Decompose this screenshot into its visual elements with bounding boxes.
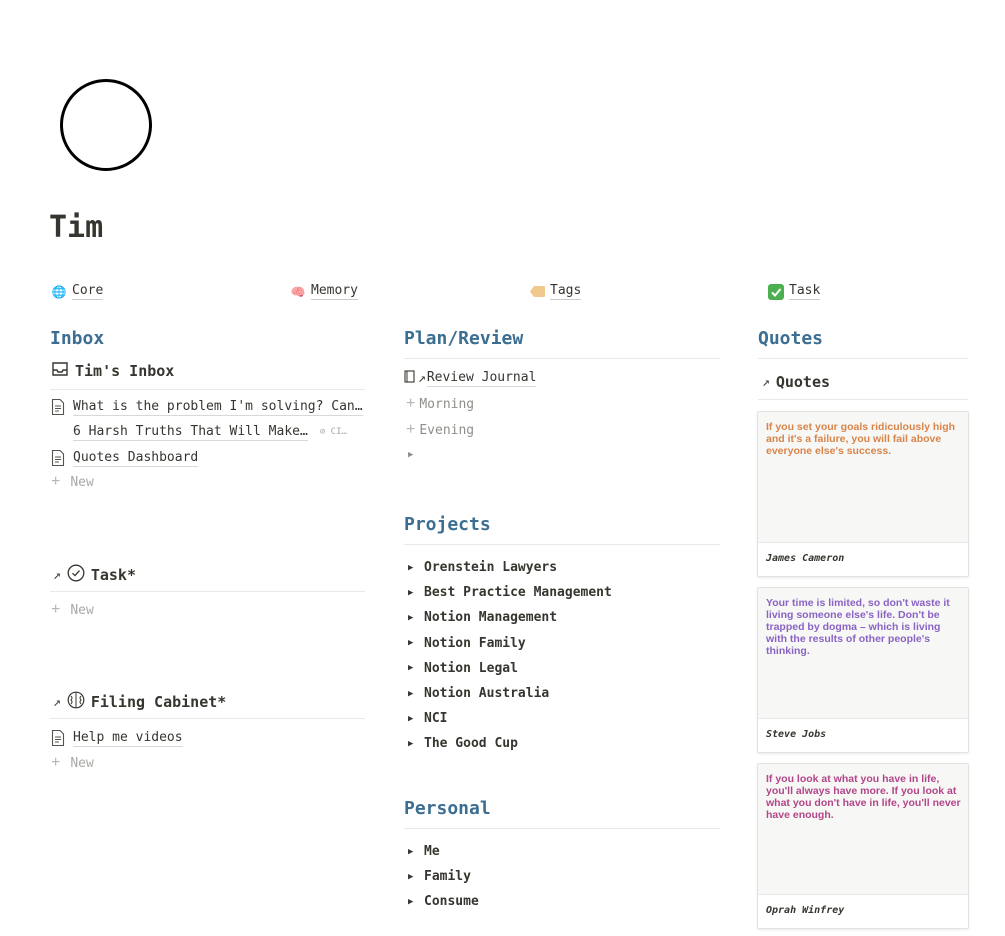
plus-icon: + [51, 473, 61, 490]
toggle-triangle-icon: ▶ [408, 612, 414, 623]
plus-icon: + [406, 421, 416, 438]
project-toggle[interactable] [408, 605, 612, 630]
personal-label: Family [424, 869, 471, 885]
link-arrow-icon: ↗ [53, 567, 61, 583]
toggle-triangle-icon: ▶ [408, 846, 414, 857]
list-item[interactable] [51, 729, 183, 747]
add-morning-label: Morning [419, 396, 475, 412]
link-arrow-icon: ↗ [762, 374, 770, 390]
projects-heading: Projects [404, 514, 491, 535]
quote-author: Oprah Winfrey [766, 905, 845, 916]
project-toggle[interactable] [408, 731, 612, 756]
project-label: NCI [424, 711, 448, 727]
plus-icon: + [406, 395, 416, 412]
nav-link-label: Task [789, 283, 821, 298]
quotes-db-title[interactable] [762, 373, 830, 391]
inbox-db-title[interactable] [51, 361, 174, 381]
new-label: New [70, 602, 94, 618]
toggle-triangle-icon: ▶ [408, 638, 414, 649]
personal-heading: Personal [404, 798, 491, 819]
empty-toggle[interactable]: ▶ [408, 450, 414, 460]
check-circle-icon [67, 564, 85, 586]
quote-card-footer [758, 542, 968, 576]
list-item[interactable] [73, 423, 347, 441]
page-icon [51, 399, 65, 415]
quotes-db-title-label: Quotes [775, 373, 831, 391]
brain-icon: 🧠 [290, 284, 306, 299]
inbox-new-button[interactable] [51, 473, 94, 491]
link-arrow-icon: ↗ [53, 694, 61, 710]
project-toggle[interactable] [408, 706, 612, 731]
project-label: The Good Cup [424, 736, 518, 752]
nav-link-label: Core [72, 283, 104, 298]
personal-label: Me [424, 844, 440, 860]
link-arrow-icon: ↗ [418, 370, 426, 386]
toggle-triangle-icon: ▶ [408, 663, 414, 674]
page-icon[interactable] [60, 79, 152, 171]
review-journal-label: Review Journal [426, 370, 537, 385]
project-label: Notion Family [424, 635, 526, 651]
toggle-triangle-icon: ▶ [408, 562, 414, 573]
nav-link-tags[interactable] [529, 283, 581, 300]
plus-icon: + [51, 754, 61, 771]
toggle-triangle-icon: ▶ [408, 713, 414, 724]
personal-toggle[interactable] [408, 889, 479, 914]
personal-divider [404, 828, 720, 829]
plan-review-heading: Plan/Review [404, 328, 524, 349]
toggle-triangle-icon: ▶ [408, 738, 414, 749]
quote-author: Steve Jobs [766, 729, 827, 740]
quote-author: James Cameron [766, 553, 845, 564]
list-item-label: Help me videos [73, 730, 183, 745]
project-label: Notion Australia [424, 686, 550, 702]
task-divider [50, 591, 365, 592]
plus-icon: + [51, 601, 61, 618]
quote-text: Your time is limited, so don't waste it living someone else's life. Don't be trapped by dogma – which is living with the results of other people's thinking. [766, 597, 950, 657]
page-icon [51, 730, 65, 746]
project-toggle[interactable] [408, 681, 612, 706]
quotes-heading: Quotes [758, 328, 824, 349]
quote-card[interactable] [757, 587, 969, 753]
list-item[interactable] [51, 449, 198, 467]
nav-link-label: Tags [550, 283, 582, 298]
link-tag: ⊘ CI… [319, 427, 347, 437]
toggle-triangle-icon: ▶ [408, 587, 414, 598]
inbox-heading: Inbox [50, 328, 105, 349]
add-morning-button[interactable] [406, 395, 474, 413]
new-label: New [70, 755, 94, 771]
project-toggle[interactable] [408, 580, 612, 605]
task-new-button[interactable] [51, 601, 94, 619]
project-label: Best Practice Management [424, 585, 612, 601]
page-title: Tim [49, 210, 104, 245]
task-db-title-label: Task* [90, 566, 136, 584]
filing-divider [50, 718, 365, 719]
quote-card-footer [758, 894, 968, 928]
list-item[interactable] [51, 398, 363, 416]
project-label: Notion Legal [424, 660, 518, 676]
quote-card[interactable] [757, 411, 969, 577]
quotes-db-divider [758, 399, 968, 400]
quote-card-footer [758, 718, 968, 752]
filing-db-title-label: Filing Cabinet* [90, 693, 227, 711]
tag-icon [529, 284, 545, 300]
book-icon [404, 370, 416, 386]
projects-list [408, 555, 612, 757]
project-toggle[interactable] [408, 555, 612, 580]
personal-label: Consume [424, 894, 479, 910]
globe-icon: 🌐 [51, 284, 67, 299]
brain-icon [67, 691, 85, 713]
plan-review-divider [404, 358, 720, 359]
quote-card[interactable] [757, 763, 969, 929]
quote-text: If you set your goals ridiculously high and it's a failure, you will fail above everyone else's success. [766, 421, 956, 457]
toggle-triangle-icon: ▶ [408, 688, 414, 699]
page-icon [51, 450, 65, 466]
toggle-triangle-icon: ▶ [408, 896, 414, 907]
review-journal-link[interactable] [404, 369, 536, 387]
list-item-label: Quotes Dashboard [73, 450, 199, 465]
new-label: New [70, 474, 94, 490]
add-evening-label: Evening [419, 422, 475, 438]
inbox-divider [50, 389, 365, 390]
project-toggle[interactable] [408, 656, 612, 681]
filing-new-button[interactable] [51, 754, 94, 772]
quote-text: If you look at what you have in life, you'll always have more. If you look at what you don't have in life, you'll never have enough. [766, 773, 961, 821]
projects-divider [404, 544, 720, 545]
list-item-label: What is the problem I'm solving? Can… [73, 399, 363, 414]
nav-link-label: Memory [311, 283, 358, 298]
quotes-divider [758, 358, 968, 359]
personal-toggle[interactable] [408, 864, 479, 889]
list-item-label: 6 Harsh Truths That Will Make… [73, 424, 308, 439]
personal-toggle[interactable] [408, 839, 479, 864]
project-toggle[interactable] [408, 631, 612, 656]
filing-db-title[interactable] [53, 691, 226, 713]
toggle-triangle-icon: ▶ [408, 871, 414, 882]
personal-list [408, 839, 479, 915]
project-label: Notion Management [424, 610, 558, 626]
nav-link-memory[interactable] [290, 283, 358, 300]
task-db-title[interactable] [53, 564, 136, 586]
inbox-tray-icon [51, 361, 69, 381]
nav-link-core[interactable] [51, 283, 103, 300]
check-box-icon [768, 284, 784, 300]
link-tag-label: CI… [330, 427, 347, 437]
nav-link-task[interactable] [768, 283, 820, 300]
inbox-db-title-label: Tim's Inbox [75, 362, 175, 380]
project-label: Orenstein Lawyers [424, 560, 558, 576]
add-evening-button[interactable] [406, 421, 474, 439]
